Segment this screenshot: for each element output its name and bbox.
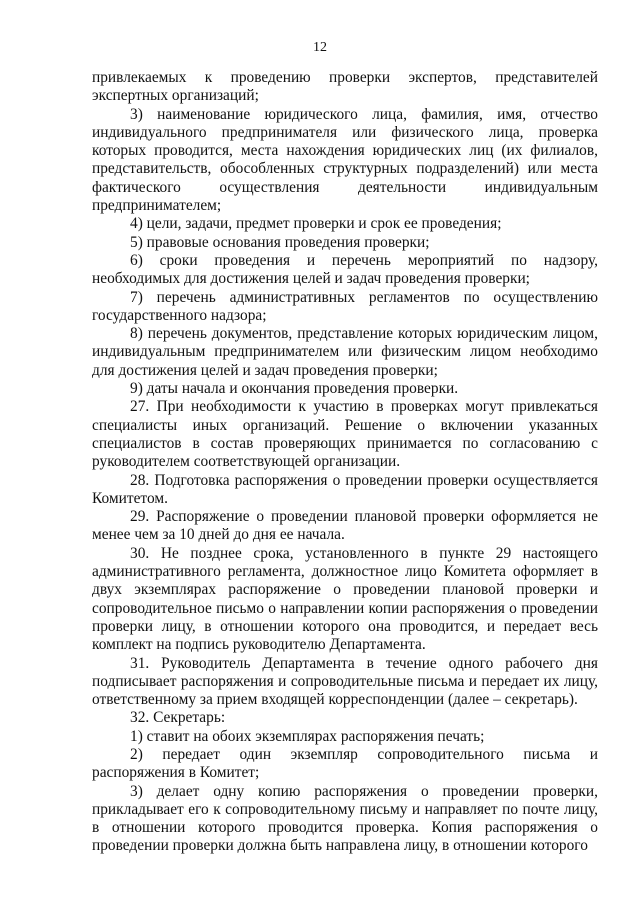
paragraph: 9) даты начала и окончания проведения проверки. bbox=[130, 380, 459, 398]
paragraph: 30. Не позднее срока, установленного в пункте 29 настоящего административного регламента, должностное лицо Комитета оформляет в двух экземплярах распоряжение о проведении плановой проверки и сопроводительное письмо о направлении копии распоряжения о проведении проверки лицу, в отношении которого она проводится, и передает весь комплект на подпись руководителю Департамента. bbox=[92, 544, 598, 654]
paragraph: 28. Подготовка распоряжения о проведении проверки осуществляется Комитетом. bbox=[92, 471, 598, 507]
paragraph: 32. Секретарь: bbox=[130, 709, 226, 727]
paragraph: 3) наименование юридического лица, фамилия, имя, отчество индивидуального предпринимателя или физического лица, проверка которых проводится, места нахождения юридических лиц (их филиалов, представительств, обособленных структурных подразделений) или места фактического осуществления деятельности индивидуальным предпринимателем; bbox=[92, 105, 598, 215]
paragraph: 8) перечень документов, представление которых юридическим лицом, индивидуальным предпринимателем или физическим лицом необходимо для достижения целей и задач проведения проверки; bbox=[92, 325, 598, 379]
paragraph: 1) ставит на обоих экземплярах распоряжения печать; bbox=[130, 727, 485, 745]
paragraph: 2) передает один экземпляр сопроводительного письма и распоряжения в Комитет; bbox=[92, 745, 598, 782]
paragraph: 4) цели, задачи, предмет проверки и срок ее проведения; bbox=[130, 215, 502, 233]
paragraph: 29. Распоряжение о проведении плановой проверки оформляется не менее чем за 10 дней до дня ее начала. bbox=[92, 508, 598, 544]
paragraph: 6) сроки проведения и перечень мероприятий по надзору, необходимых для достижения целей и задач проведения проверки; bbox=[92, 251, 598, 288]
document-body bbox=[92, 69, 598, 856]
paragraph: 3) делает одну копию распоряжения о проведении проверки, прикладывает его к сопроводительному письму и направляет по почте лицу, в отношении которого проводится проверка. Копия распоряжения о проведении проверки должна быть направлена лицу, в отношении которого bbox=[92, 782, 598, 855]
paragraph: 5) правовые основания проведения проверки; bbox=[130, 233, 430, 251]
page-number: 12 bbox=[313, 40, 327, 55]
paragraph: привлекаемых к проведению проверки экспертов, представителей экспертных организаций; bbox=[92, 69, 598, 105]
paragraph: 27. При необходимости к участию в проверках могут привлекаться специалисты иных организаций. Решение о включении указанных специалистов в состав проверяющих принимается по согласованию с руководителем соответствующей организации. bbox=[92, 398, 598, 471]
paragraph: 31. Руководитель Департамента в течение одного рабочего дня подписывает распоряжения и сопроводительные письма и передает их лицу, ответственному за прием входящей корреспонденции (далее – секретарь). bbox=[92, 654, 598, 709]
paragraph: 7) перечень административных регламентов по осуществлению государственного надзора; bbox=[92, 288, 598, 324]
